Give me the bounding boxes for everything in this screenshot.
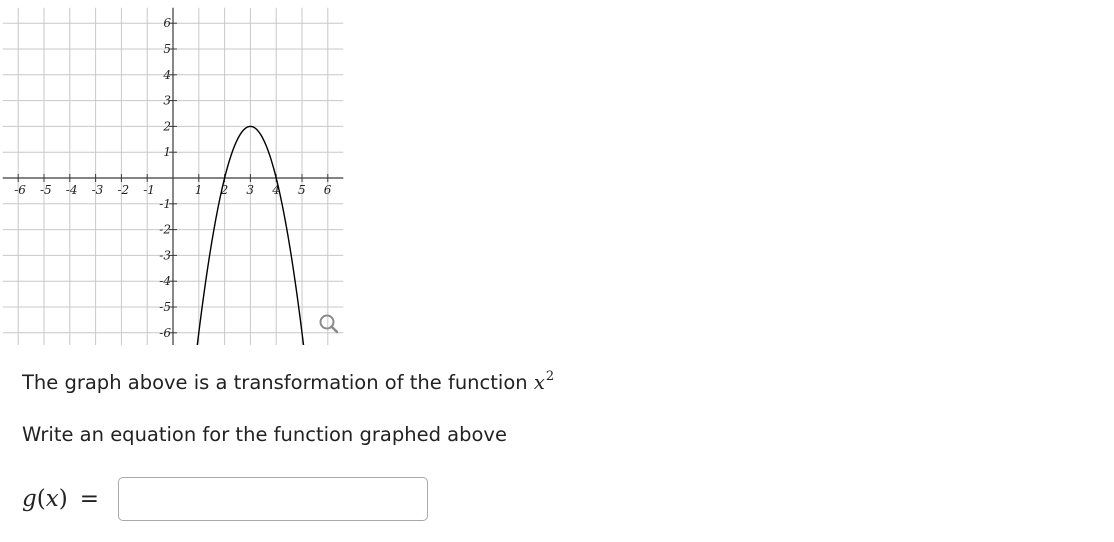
x-tick-label: -5 xyxy=(40,183,52,197)
question-text xyxy=(22,369,554,394)
x-tick-label: 2 xyxy=(220,183,229,197)
x-tick-label: -6 xyxy=(14,183,26,197)
answer-function-name: g xyxy=(22,486,37,512)
math-exponent: 2 xyxy=(545,369,555,384)
y-tick-label: 2 xyxy=(163,119,171,134)
axes xyxy=(3,8,344,345)
answer-label xyxy=(22,486,99,512)
question-sentence: The graph above is a transformation of the function xyxy=(22,371,534,394)
y-tick-label: 1 xyxy=(163,145,171,160)
x-tick-label: -3 xyxy=(91,183,104,197)
y-tick-label: -4 xyxy=(159,274,171,289)
x-tick-label: 6 xyxy=(323,183,332,197)
math-base: x xyxy=(533,371,545,394)
y-tick-label: 5 xyxy=(163,42,171,56)
y-tick-label: -1 xyxy=(159,196,171,211)
y-tick-label: -5 xyxy=(159,300,171,314)
y-tick-label: 3 xyxy=(163,93,171,108)
answer-open-paren: ( xyxy=(36,486,46,512)
answer-row xyxy=(22,477,442,525)
x-tick-label: 4 xyxy=(272,183,280,197)
x-tick-label: -1 xyxy=(143,183,155,197)
function-expression xyxy=(534,371,554,394)
answer-variable: x xyxy=(45,486,59,512)
answer-close-paren: ) xyxy=(58,486,68,512)
answer-input[interactable] xyxy=(118,477,428,521)
y-tick-label: -3 xyxy=(159,248,171,263)
zoom-icon[interactable] xyxy=(321,316,338,333)
x-tick-label: 1 xyxy=(194,183,203,197)
y-tick-label: -2 xyxy=(159,222,171,237)
y-tick-label: 6 xyxy=(163,16,171,31)
x-tick-label: 3 xyxy=(246,183,255,197)
graph xyxy=(0,0,350,345)
y-tick-label: 4 xyxy=(163,67,171,82)
graph-panel xyxy=(0,0,350,345)
y-tick-label: -6 xyxy=(159,325,171,340)
x-tick-label: -4 xyxy=(65,183,78,197)
x-tick-label: -2 xyxy=(117,183,130,197)
x-tick-label: 5 xyxy=(298,183,306,197)
equals-sign: = xyxy=(79,486,99,512)
instruction-text: Write an equation for the function graphed above xyxy=(22,423,507,446)
